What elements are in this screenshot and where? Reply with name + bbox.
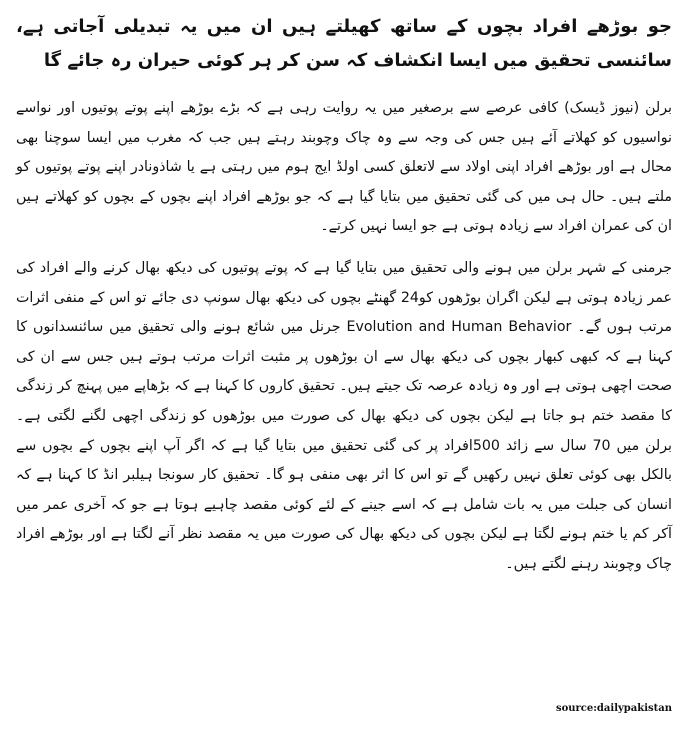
source-credit: source:dailypakistan [555,703,672,714]
article-paragraph-intro: برلن (نیوز ڈیسک) کافی عرصے سے برصغیر میں یہ روایت رہی ہے کہ بڑے بوڑھے اپنے پوتے پوتیوں اور نواسے نواسیوں کو کھلاتے آئے ہیں جس کی وجہ سے وہ چاک وچوبند رہتے ہیں جب کہ مغرب میں ایسا سوچنا بھی محال ہے اور بوڑھے افراد اپنی اولاد سے لاتعلق کسی اولڈ ایج ہوم میں رہتی ہے یا شاذونادر اپنے پوتے پوتیوں کو ملتے ہیں۔ حال ہی میں کی گئی تحقیق میں بتایا گیا ہے کہ جو بوڑھے افراد اپنے بچوں کے بچوں کو کھلاتے ہیں ان کی عمران افراد سے زیادہ ہوتی ہے جو ایسا نہیں کرتے۔ [16,100,672,235]
article-paragraph-body: جرمنی کے شہر برلن میں ہونے والی تحقیق میں بتایا گیا ہے کہ پوتے پوتیوں کی دیکھ بھال کرنے والے افراد کی عمر زیادہ ہوتی ہے لیکن اگران بوڑھوں کو24 گھنٹے بچوں کی دیکھ بھال سونپ دی جائے تو اس کے منفی اثرات مرتب ہوں گے۔ Evolution and Human Behavior جرنل میں شائع ہونے والی تحقیق میں سائنسدانوں کا کہنا ہے کہ کبھی کبھار بچوں کی دیکھ بھال سے ان بوڑھوں پر مثبت اثرات مرتب ہوتے ہیں جس سے ان کی صحت اچھی ہوتی ہے اور وہ زیادہ عرصہ تک جیتے ہیں۔ تحقیق کاروں کا کہنا ہے کہ بڑھاپے میں پہنچ کر زندگی کا مقصد ختم ہو جاتا ہے لیکن بچوں کی دیکھ بھال کی صورت میں بوڑھوں کو زندگی اچھی لگنے لگتی ہے۔ برلن میں 70 سال سے زائد 500افراد پر کی گئی تحقیق میں بتایا گیا ہے کہ اگر آپ اپنے بچوں کے بچوں سے بالکل بھی کوئی تعلق نہیں رکھیں گے تو اس کا اثر بھی منفی ہو گا۔ تحقیق کار سونجا ہیلبر انڈ کا کہنا ہے کہ انسان کی جبلت میں یہ بات شامل ہے کہ اسے جینے کے لئے کوئی مقصد چاہیے ہوتا ہے جو کہ آخری عمر میں آکر کم یا ختم ہونے لگتا ہے لیکن بچوں کی دیکھ بھال کی صورت میں یہ مقصد نظر آنے لگتا ہے اور بوڑھے افراد چاک وچوبند رہنے لگتے ہیں۔ [16,259,672,572]
article-headline: جو بوڑھے افراد بچوں کے ساتھ کھیلتے ہیں ان میں یہ تبدیلی آجاتی ہے، سائنسی تحقیق میں ایسا انکشاف کہ سن کر ہر کوئی حیران رہ جائے گا [16,16,672,71]
